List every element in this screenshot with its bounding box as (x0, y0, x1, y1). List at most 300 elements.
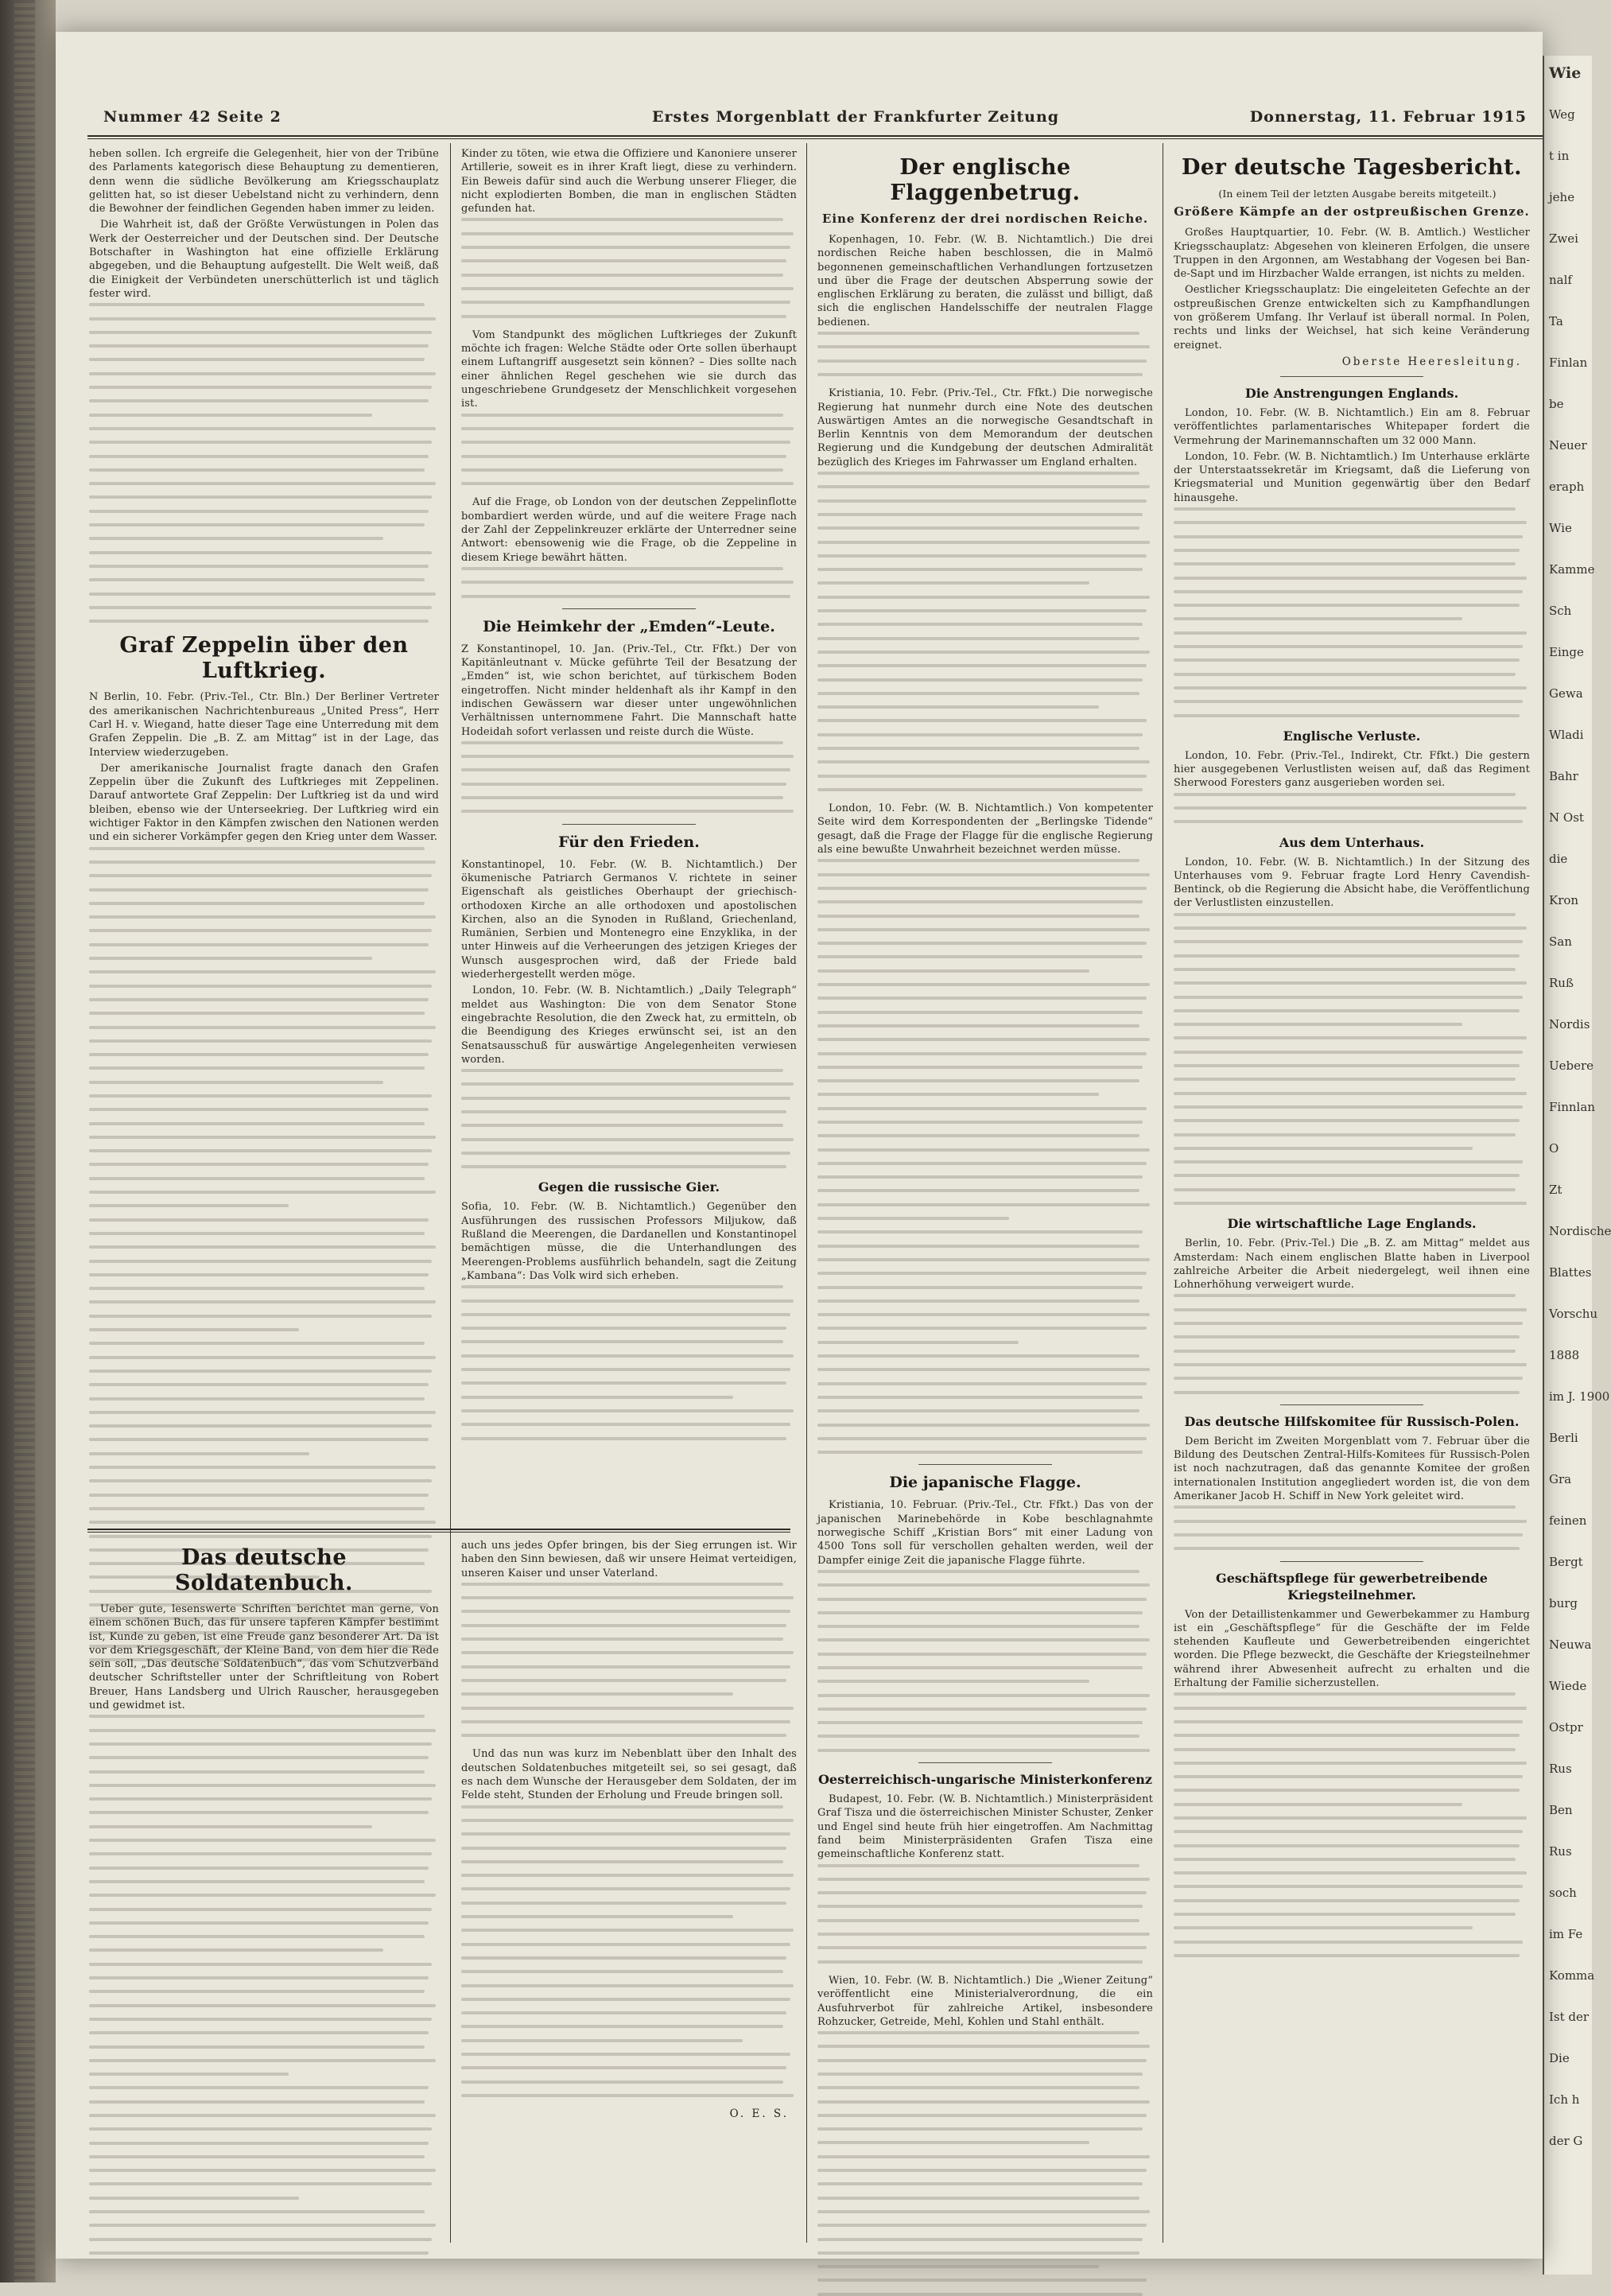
text-line (817, 1354, 1139, 1358)
anstrengungen-headline: Die Anstrengungen Englands. (1244, 385, 1459, 401)
text-line (1174, 1816, 1527, 1820)
text-line (89, 1122, 425, 1125)
adjacent-page-fragment: Bahr (1549, 769, 1578, 783)
text-line (461, 1956, 786, 1960)
text-line (817, 1437, 1147, 1440)
text-line (1174, 1885, 1523, 1888)
text-line (89, 1315, 432, 1318)
wirtschaft-headline: Die wirtschaftliche Lage Englands. (1227, 1216, 1477, 1232)
text-line (89, 1163, 429, 1166)
text-line (89, 482, 436, 485)
text-line (461, 810, 794, 813)
page-header (87, 108, 1543, 132)
text-line (817, 2114, 1147, 2117)
text-line (817, 955, 1143, 958)
text-line (817, 1038, 1150, 1041)
text-line (817, 1409, 1139, 1412)
tages-para-1: Großes Hauptquartier, 10. Febr. (W. B. Amtlich.) Westlicher Kriegsschauplatz: Abgesehen von kleineren Erfolgen, die unsere Truppen in den Argonnen, am Westabhang der Vogesen bei Ban-de-Sapt und im Hirzbacher Walde errangen, ist nichts zu melden. (1174, 227, 1530, 281)
adjacent-page-fragment: Gewa (1549, 686, 1583, 701)
text-line (1174, 714, 1520, 717)
body-text-lines (1174, 1294, 1530, 1393)
text-line (1174, 1775, 1523, 1778)
text-line (89, 1452, 309, 1455)
text-line (89, 1369, 432, 1373)
text-line (817, 1638, 1150, 1641)
text-line (817, 2073, 1143, 2076)
text-line (1174, 1748, 1516, 1751)
text-line (1174, 1363, 1527, 1366)
text-line (817, 2210, 1150, 2213)
text-line (89, 523, 425, 526)
text-line (89, 1218, 429, 1222)
text-line (817, 2169, 1147, 2172)
text-line (89, 943, 429, 946)
text-line (461, 1409, 794, 1412)
text-line (817, 705, 1099, 709)
text-line (1174, 1078, 1516, 1081)
text-line (1174, 1308, 1527, 1311)
text-line (89, 2155, 425, 2158)
adjacent-page-fragment: Bergt (1549, 1555, 1583, 1569)
text-line (1174, 1133, 1516, 1136)
text-line (89, 874, 432, 877)
text-line (1174, 1858, 1516, 1861)
text-line (1174, 1092, 1527, 1095)
adjacent-page-fragment: Nordische (1549, 1224, 1611, 1238)
text-line (1174, 673, 1516, 676)
text-line (1174, 793, 1516, 796)
text-line (1174, 996, 1523, 999)
text-line (89, 1356, 436, 1359)
text-line (817, 942, 1147, 945)
text-line (89, 2169, 436, 2172)
text-line (89, 1260, 432, 1263)
body-text-lines (817, 332, 1153, 376)
soldatenbuch-headline: Das deutsche Soldatenbuch. (175, 1545, 353, 1595)
text-line (817, 359, 1147, 363)
text-line (89, 1770, 425, 1773)
header-issue-page: Nummer 42 Seite 2 (103, 108, 281, 126)
text-line (89, 303, 425, 306)
body-text-lines (461, 1583, 797, 1737)
text-line (1174, 535, 1523, 538)
text-line (1174, 604, 1520, 607)
text-line (89, 2224, 436, 2227)
text-line (89, 1053, 429, 1056)
body-text-lines (461, 414, 797, 485)
text-line (1174, 1505, 1516, 1509)
lead-para-1: heben sollen. Ich ergreife die Gelegenheit, hier von der Tribüne des Parlaments kategorisch diese Behauptung zu dementieren, denn wenn die südliche Bevölkerung am Kriegsschauplatz gelitten hat, so ist dieser Uebelstand nicht zu verhindern, denn die Bewohner der feindlichen Gegenden haben immer zu leiden. (89, 148, 439, 216)
text-line (89, 2045, 425, 2049)
text-line (817, 1286, 1143, 1289)
text-line (461, 1902, 786, 1905)
text-line (817, 609, 1147, 612)
text-line (817, 2059, 1147, 2062)
text-line (1174, 549, 1520, 552)
body-text-lines (461, 567, 797, 598)
text-line (461, 2025, 783, 2028)
text-line (89, 1136, 436, 1139)
column-1-top (89, 147, 439, 1519)
flag-para-1: Kopenhagen, 10. Febr. (W. B. Nichtamtlich.) Die drei nordischen Reiche haben beschlossen, die in Malmö begonnenen gemeinschaftlichen Verhandlungen fortzusetzen und über die Frage der deutschen Absperrung sowie der englischen Erklärung zu beraten, die zulässt und billigt, daß sich die englischen Handelsschiffe der neutralen Flagge bedienen. (817, 234, 1153, 328)
text-line (461, 595, 790, 598)
book-binding (0, 0, 56, 2282)
text-line (817, 1341, 1019, 1344)
text-line (461, 1679, 786, 1682)
text-line (89, 2100, 425, 2104)
text-line (461, 783, 786, 786)
text-line (817, 1327, 1147, 1330)
text-line (817, 1272, 1147, 1275)
text-line (89, 1948, 383, 1952)
text-line (817, 2182, 1143, 2185)
body-text-lines (89, 303, 439, 623)
text-line (89, 1521, 436, 1524)
text-line (817, 2197, 1139, 2200)
text-line (1174, 1913, 1516, 1916)
text-line (1174, 1036, 1527, 1039)
column-rule-2 (806, 143, 807, 2243)
text-line (817, 1680, 1089, 1683)
header-masthead: Erstes Morgenblatt der Frankfurter Zeitung (652, 108, 1060, 126)
separator (562, 824, 697, 825)
zeppelin-headline: Graf Zeppelin über den Luftkrieg. (119, 633, 409, 684)
text-line (461, 1998, 790, 2001)
text-line (461, 1665, 790, 1669)
text-line (89, 915, 436, 919)
text-line (461, 1734, 786, 1737)
text-line (89, 1026, 436, 1029)
text-line (461, 1692, 733, 1696)
text-line (1174, 1830, 1523, 1833)
text-line (1174, 1202, 1527, 1205)
text-line (817, 1011, 1143, 1014)
body-text-lines (461, 218, 797, 317)
text-line (1174, 981, 1527, 985)
text-line (461, 455, 786, 458)
text-line (817, 788, 1143, 791)
text-line (461, 441, 790, 444)
adjacent-page-fragment: Wie (1549, 64, 1582, 82)
zeppelin-para-2: Der amerikanische Journalist fragte danach den Grafen Zeppelin über die Zukunft des Luftkrieges mit Zeppelinen. Darauf antwortete Graf Zeppelin: Der Luftkrieg ist da und wird bleiben, ebenso wie der Unterseekrieg. Der Luftkrieg wird ein wichtiger Faktor in den Kämpfen zwischen den Nationen werden und ein sicherer Vorkämpfer gegen den Krieg unter dem Wasser. (89, 762, 439, 844)
adjacent-page-fragment: Wiede (1549, 1679, 1587, 1693)
tagesbericht-subheadline: Größere Kämpfe an der ostpreußischen Grenze. (1174, 204, 1530, 219)
adjacent-page-fragment: Ta (1549, 314, 1563, 328)
tagesbericht-note: (In einem Teil der letzten Ausgabe bereits mitgeteilt.) (1218, 188, 1496, 200)
text-line (817, 554, 1147, 557)
text-line (817, 1960, 1143, 1964)
text-line (89, 1825, 372, 1828)
text-line (461, 414, 783, 417)
text-line (461, 581, 794, 584)
adjacent-page-fragment: feinen (1549, 1513, 1587, 1528)
text-line (1174, 562, 1516, 565)
adjacent-page-fragment: Die (1549, 2051, 1570, 2065)
text-line (817, 1721, 1143, 1724)
text-line (1174, 631, 1527, 635)
text-line (817, 1066, 1143, 1069)
body-text-lines (817, 1570, 1153, 1752)
text-line (461, 1437, 786, 1440)
text-line (461, 1819, 794, 1822)
text-line (461, 796, 783, 799)
text-line (89, 399, 429, 402)
text-line (817, 2100, 1150, 2104)
text-line (1174, 1051, 1523, 1054)
text-line (461, 1624, 786, 1627)
text-line (1174, 1789, 1520, 1792)
text-line (817, 1735, 1139, 1738)
text-line (1174, 1160, 1523, 1164)
adjacent-page-fragment: soch (1549, 1886, 1577, 1900)
text-line (461, 246, 790, 249)
text-line (89, 565, 429, 568)
text-line (89, 1383, 429, 1386)
column-3 (817, 147, 1153, 2243)
text-line (461, 218, 783, 221)
adjacent-page-fragment: Finnlan (1549, 1100, 1595, 1114)
text-line (461, 1707, 794, 1710)
text-line (89, 1204, 289, 1207)
adjacent-page-fragment: t in (1549, 149, 1570, 163)
text-line (817, 1258, 1150, 1261)
text-line (461, 1110, 786, 1113)
text-line (817, 900, 1143, 903)
text-line (89, 2238, 432, 2241)
text-line (89, 1494, 429, 1497)
text-line (1174, 1023, 1462, 1026)
anstrengungen-para-2: London, 10. Febr. (W. B. Nichtamtlich.) Im Unterhause erklärte der Unterstaatssekretär im Kriegsamt, daß die Lieferung von Kriegsmaterial und Munition gegenwärtig über den Bedarf hinausgehe. (1174, 450, 1530, 504)
text-line (89, 970, 436, 973)
text-line (817, 678, 1143, 682)
text-line (89, 861, 436, 864)
flag-para-3: London, 10. Febr. (W. B. Nichtamtlich.) Von kompetenter Seite wird dem Korrespondenten der „Berlingske Tidende“ gesagt, daß die Frage der Flagge für die englische Regierung als eine bewußte Unwahrheit bezeichnet werden müsse. (817, 802, 1153, 857)
gier-para-1: Sofia, 10. Febr. (W. B. Nichtamtlich.) Gegenüber den Ausführungen des russischen Professors Miljukow, daß Rußland die Meerengen, die Dardanellen und Konstantinopel bemächtigen müsse, die die Unterhandlungen des Meerengen-Problems ausführlich behandeln, sagt die Zeitung „Kambana“: Das Volk wird sich erheben. (461, 1201, 797, 1282)
text-line (89, 1108, 429, 1111)
adjacent-page-fragment: be (1549, 397, 1564, 411)
adjacent-page-fragment: Weg (1549, 107, 1575, 122)
text-line (1174, 1174, 1520, 1177)
flaggenbetrug-subheadline: Eine Konferenz der drei nordischen Reiche. (821, 212, 1149, 226)
text-line (89, 1535, 432, 1538)
feuilleton-column-1 (89, 1539, 439, 2243)
text-line (461, 1396, 733, 1399)
text-line (89, 358, 425, 361)
text-line (1174, 940, 1523, 943)
text-line (1174, 806, 1527, 810)
text-line (89, 1273, 429, 1276)
adjacent-page-fragment: Ruß (1549, 976, 1574, 990)
col2-lead-para-3: Auf die Frage, ob London von der deutschen Zeppelinflotte bombardiert werden würde, und auf die weitere Frage nach der Zahl der Zeppelinkreuzer erklärte der Unterredner seine Antwort: ebensowenig wie die Frage, ob die Zeppeline in diesem Kriege bewährt hätten. (461, 496, 797, 564)
unterhaus-headline: Aus dem Unterhaus. (1279, 834, 1425, 850)
text-line (89, 2127, 432, 2131)
text-line (817, 2086, 1139, 2089)
adjacent-page-fragment: Kamme (1549, 562, 1595, 577)
text-line (817, 1093, 1099, 1096)
japan-para-1: Kristiania, 10. Februar. (Priv.-Tel., Ctr. Ffkt.) Das von der japanischen Marinebehörde in Kobe beschlagnahmte norwegische Schiff „Kristian Bors“ mit einer Ladung von 4500 Tons soll für verschollen gehalten werden, weil der Dampfer einige Zeit die japanische Flagge führte. (817, 1499, 1153, 1567)
text-line (817, 2224, 1147, 2227)
text-line (817, 2155, 1150, 2158)
body-text-lines (817, 1864, 1153, 1964)
text-line (817, 1424, 1150, 1427)
body-text-lines (817, 2031, 1153, 2296)
text-line (817, 873, 1150, 876)
tages-para-2: Oestlicher Kriegsschauplatz: Die eingeleiteten Gefechte an der ostpreußischen Grenze entwickelten sich zu Kampfhandlungen von größerem Umfang. Ihr Verlauf ist überall normal. In Polen, rechts und links der Weichsel, hat sich keine Veränderung ereignet. (1174, 284, 1530, 352)
adjacent-page-fragment: nalf (1549, 273, 1572, 287)
text-line (461, 1313, 790, 1316)
text-line (461, 468, 783, 472)
body-text-lines (461, 1805, 797, 2097)
text-line (817, 2265, 1099, 2268)
text-line (1174, 1707, 1527, 1710)
text-line (461, 1596, 794, 1599)
text-line (1174, 927, 1527, 930)
text-line (817, 581, 1089, 585)
text-line (1174, 1322, 1523, 1325)
text-line (89, 1507, 425, 1510)
text-line (1174, 1720, 1523, 1723)
text-line (817, 1300, 1139, 1303)
text-line (817, 1864, 1139, 1867)
separator (562, 608, 697, 609)
text-line (461, 1874, 794, 1877)
text-line (817, 1148, 1150, 1152)
text-line (817, 499, 1147, 503)
feuilleton-column-2 (461, 1539, 797, 2243)
verluste-headline: Englische Verluste. (1283, 728, 1421, 744)
text-line (1174, 1188, 1516, 1191)
text-line (1174, 645, 1523, 648)
text-line (89, 510, 429, 513)
header-rule-thin (87, 138, 1543, 139)
text-line (817, 915, 1139, 918)
adjacent-page-fragment: Finlan (1549, 355, 1588, 370)
text-line (817, 1707, 1147, 1711)
text-line (89, 1342, 425, 1345)
adjacent-page-fragment: Rus (1549, 1844, 1572, 1859)
adjacent-page-fragment: Nordis (1549, 1017, 1590, 1031)
text-line (461, 1069, 783, 1072)
text-line (1174, 1871, 1527, 1874)
text-line (1174, 590, 1523, 593)
text-line (89, 998, 429, 1001)
body-text-lines (1174, 1692, 1530, 1957)
text-line (817, 2238, 1143, 2241)
text-line (461, 2066, 786, 2069)
text-line (89, 2251, 429, 2255)
text-line (461, 274, 783, 277)
text-line (817, 1451, 1143, 1454)
text-line (89, 2073, 289, 2076)
frieden-headline: Für den Frieden. (558, 833, 700, 851)
text-line (461, 482, 794, 485)
text-line (1174, 1734, 1520, 1737)
text-line (817, 887, 1147, 890)
text-line (89, 1935, 425, 1938)
text-line (89, 1990, 425, 1993)
text-line (89, 2004, 436, 2007)
text-line (817, 1396, 1143, 1399)
separator (918, 1464, 1053, 1465)
text-line (817, 1107, 1147, 1110)
emden-para-1: Z Konstantinopel, 10. Jan. (Priv.-Tel., Ctr. Ffkt.) Der von Kapitänleutnant v. Mücke geführte Teil der Besatzung der „Emden“ ist, wie schon berichtet, auf türkischem Boden eingetroffen. Nicht minder heldenhaft als ihr Kampf in den indischen Gewässern war dieser unter ungewöhnlichen Verhältnissen unternommene Fahrt. Die Mannschaft hatte Hodeidah sofort verlassen und reiste durch die Wüste. (461, 643, 797, 738)
text-line (461, 1423, 790, 1426)
adjacent-page-fragment: Vorschu (1549, 1307, 1598, 1321)
header-date: Donnerstag, 11. Februar 1915 (1249, 108, 1527, 126)
text-line (89, 1963, 432, 1966)
text-line (89, 344, 429, 348)
text-line (817, 2127, 1143, 2131)
adjacent-page-fragment: 1888 (1549, 1348, 1580, 1362)
text-line (817, 345, 1150, 348)
text-line (89, 606, 432, 609)
text-line (89, 2182, 432, 2185)
adjacent-page-fragment: Berli (1549, 1431, 1578, 1445)
text-line (89, 888, 429, 892)
text-line (817, 2031, 1139, 2034)
body-text-lines (1174, 507, 1530, 717)
text-line (817, 1368, 1150, 1371)
adjacent-page-fragment: Gra (1549, 1472, 1572, 1486)
soldatenbuch-cont-para-2: Und das nun was kurz im Nebenblatt über den Inhalt des deutschen Soldatenbuches mitgeteilt sei, so sei gesagt, daß es nach dem Wunsche der Herausgeber dem Soldaten, der im Felde steht, Stunden der Erholung und Freude bringen soll. (461, 1748, 797, 1802)
text-line (817, 1625, 1139, 1628)
adjacent-page-fragment: O (1549, 1141, 1559, 1156)
text-line (817, 969, 1089, 973)
adjacent-page-fragment: Ostpr (1549, 1720, 1583, 1735)
text-line (817, 568, 1143, 571)
text-line (461, 1285, 783, 1288)
text-line (461, 301, 790, 304)
text-line (1174, 1350, 1516, 1353)
text-line (817, 1919, 1139, 1922)
column-4 (1174, 147, 1530, 2243)
adjacent-page-fragment: Ben (1549, 1803, 1573, 1817)
text-line (817, 1891, 1147, 1894)
text-line (817, 719, 1147, 722)
wirtschaft-para-1: Berlin, 10. Febr. (Priv.-Tel.) Die „B. Z. am Mittag“ meldet aus Amsterdam: Nach einem englischen Blatte haben in Liverpool zahlreiche Arbeiter die Arbeit niedergelegt, weil ihnen eine Lohnerhöhung verweigert wurde. (1174, 1237, 1530, 1292)
text-line (461, 1082, 794, 1086)
text-line (817, 733, 1143, 736)
text-line (817, 1079, 1139, 1082)
gier-headline: Gegen die russische Gier. (538, 1179, 720, 1195)
text-line (89, 2210, 425, 2213)
text-line (461, 1832, 790, 1836)
text-line (1174, 1119, 1520, 1122)
text-line (1174, 820, 1523, 823)
adjacent-page-fragment: N Ost (1549, 810, 1584, 825)
text-line (1174, 1547, 1520, 1550)
text-line (89, 2018, 432, 2021)
text-line (461, 1354, 794, 1358)
frieden-para-1: Konstantinopel, 10. Febr. (W. B. Nichtamtlich.) Der ökumenische Patriarch Germanos V. richtete in seiner Eigenschaft als geistliches Oberhaupt der griechisch-orthodoxen Kirche an alle orthodoxen und apostolischen Kirchen, also an die Synoden in Rußland, Griechenland, Rumänien, Serbien und Montenegro eine Enzyklika, in der unter Hinweis auf die Verheerungen des jetzigen Krieges der Wunsch ausgesprochen wird, daß der Friede bald wiederhergestellt werden möge. (461, 858, 797, 981)
text-line (89, 1880, 425, 1883)
text-line (1174, 954, 1520, 958)
text-line (89, 2086, 429, 2089)
text-line (817, 2141, 1089, 2144)
body-text-lines (817, 472, 1153, 791)
text-line (89, 1839, 436, 1842)
text-line (817, 1905, 1143, 1908)
text-line (817, 1583, 1150, 1587)
text-line (817, 1653, 1147, 1656)
text-line (89, 537, 383, 540)
flaggenbetrug-headline: Der englische Flaggenbetrug. (890, 155, 1081, 205)
anstrengungen-para-1: London, 10. Febr. (W. B. Nichtamtlich.) Ein am 8. Februar veröffentlichtes parlamentarisches Whitepaper fordert die Vermehrung der Marinemannschaften um 32 000 Mann. (1174, 406, 1530, 447)
text-line (817, 332, 1139, 335)
adjacent-page-fragment: Ist der (1549, 2010, 1590, 2024)
text-line (89, 427, 436, 430)
text-line (89, 1191, 436, 1194)
